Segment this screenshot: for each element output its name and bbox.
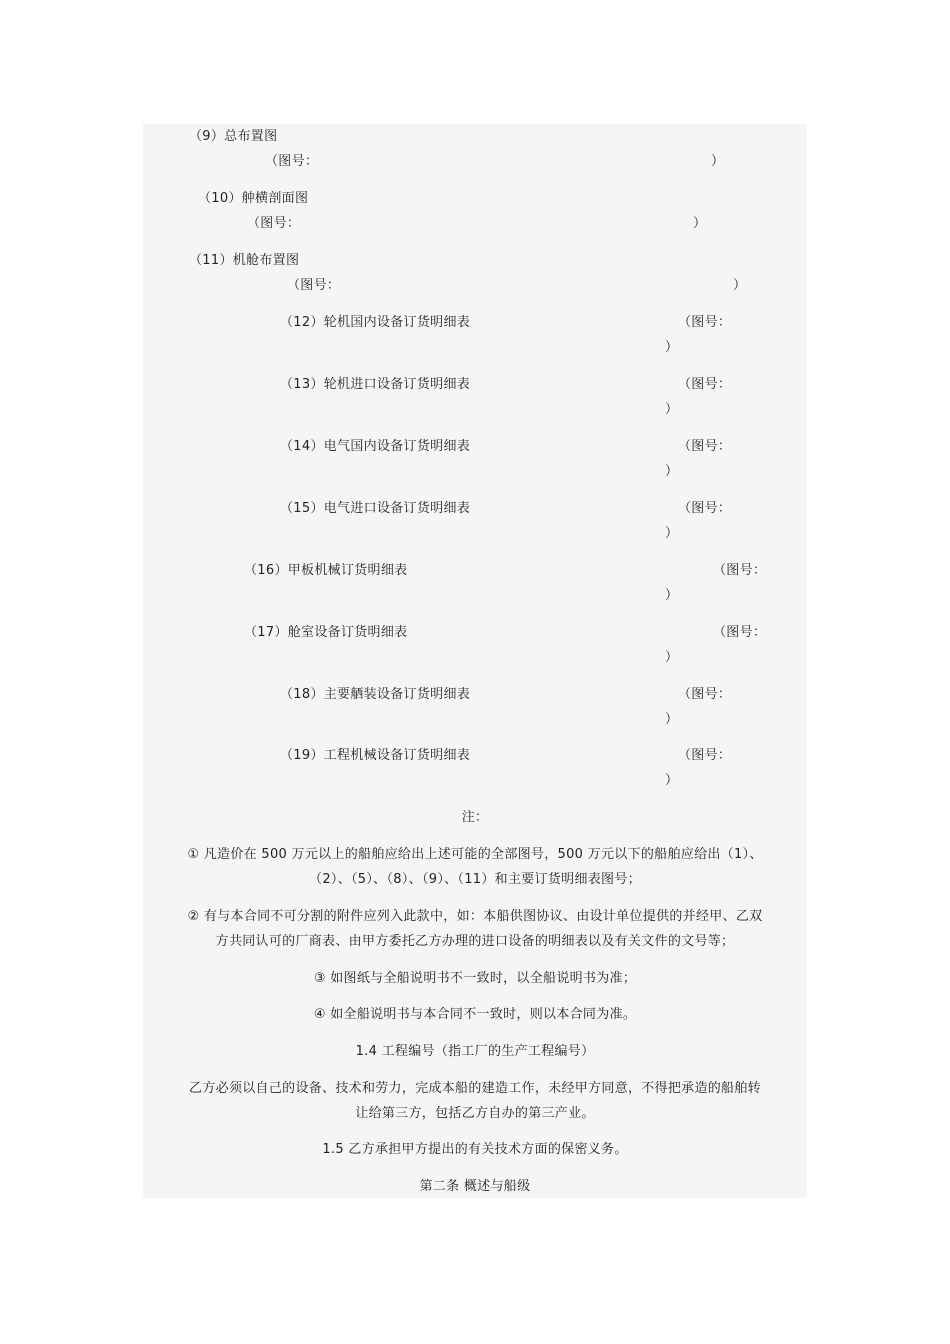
schedule-14-label: （14）电气国内设备订货明细表 bbox=[280, 439, 471, 454]
schedule-19-label: （19）工程机械设备订货明细表 bbox=[280, 748, 471, 763]
schedule-19-ref-close: ） bbox=[665, 773, 679, 788]
schedule-15-label: （15）电气进口设备订货明细表 bbox=[280, 501, 471, 516]
schedule-13-label: （13）轮机进口设备订货明细表 bbox=[280, 377, 471, 392]
document-panel bbox=[143, 124, 807, 1198]
drawing-9-ref-close: ） bbox=[711, 154, 725, 169]
section-1-5: 1.5 乙方承担甲方提出的有关技术方面的保密义务。 bbox=[322, 1142, 628, 1157]
note-1-line-2: （2）、（5）、（8）、（9）、（11）和主要订货明细表图号； bbox=[309, 872, 641, 887]
schedule-17-label: （17）舱室设备订货明细表 bbox=[244, 625, 408, 640]
schedule-16-ref-open: （图号： bbox=[713, 563, 767, 578]
schedule-18-ref-open: （图号： bbox=[678, 687, 732, 702]
note-2-line-1: ② 有与本合同不可分割的附件应列入此款中，如：本船供图协议、由设计单位提供的并经甲、乙双 bbox=[187, 909, 763, 924]
note-2-line-2: 方共同认可的厂商表、由甲方委托乙方办理的进口设备的明细表以及有关文件的文号等； bbox=[215, 934, 735, 949]
schedule-18-label: （18）主要舾装设备订货明细表 bbox=[280, 687, 471, 702]
schedule-15-ref-close: ） bbox=[665, 526, 679, 541]
schedule-12-ref-close: ） bbox=[665, 340, 679, 355]
section-1-4-body-line-1: 乙方必须以自己的设备、技术和劳力，完成本船的建造工作，未经甲方同意，不得把承造的船舶转 bbox=[189, 1081, 761, 1096]
schedule-19-ref-open: （图号： bbox=[678, 748, 732, 763]
drawing-9-label: （9）总布置图 bbox=[189, 129, 278, 144]
schedule-16-label: （16）甲板机械订货明细表 bbox=[244, 563, 408, 578]
note-3: ③ 如图纸与全船说明书不一致时，以全船说明书为准； bbox=[313, 971, 637, 986]
drawing-10-ref-open: （图号： bbox=[247, 216, 301, 231]
schedule-15-ref-open: （图号： bbox=[678, 501, 732, 516]
schedule-17-ref-close: ） bbox=[665, 650, 679, 665]
section-1-4-body-line-2: 让给第三方，包括乙方自办的第三产业。 bbox=[355, 1106, 595, 1121]
article-2-title: 第二条 概述与船级 bbox=[419, 1179, 531, 1194]
schedule-14-ref-open: （图号： bbox=[678, 439, 732, 454]
drawing-11-label: （11）机舱布置图 bbox=[189, 253, 300, 268]
schedule-13-ref-open: （图号： bbox=[678, 377, 732, 392]
notes-title: 注： bbox=[461, 810, 489, 825]
drawing-11-ref-close: ） bbox=[733, 278, 747, 293]
schedule-14-ref-close: ） bbox=[665, 464, 679, 479]
schedule-12-label: （12）轮机国内设备订货明细表 bbox=[280, 315, 471, 330]
schedule-18-ref-close: ） bbox=[665, 712, 679, 727]
note-1-line-1: ① 凡造价在 500 万元以上的船舶应给出上述可能的全部图号，500 万元以下的船舶应给出（1）、 bbox=[187, 847, 763, 862]
drawing-10-ref-close: ） bbox=[693, 216, 707, 231]
schedule-13-ref-close: ） bbox=[665, 402, 679, 417]
drawing-11-ref-open: （图号： bbox=[287, 278, 341, 293]
drawing-9-ref-open: （图号： bbox=[265, 154, 319, 169]
drawing-10-label: （10）舯横剖面图 bbox=[198, 191, 309, 206]
schedule-16-ref-close: ） bbox=[665, 588, 679, 603]
schedule-17-ref-open: （图号： bbox=[713, 625, 767, 640]
schedule-12-ref-open: （图号： bbox=[678, 315, 732, 330]
section-1-4-heading: 1.4 工程编号（指工厂的生产工程编号） bbox=[355, 1044, 595, 1059]
note-4: ④ 如全船说明书与本合同不一致时，则以本合同为准。 bbox=[313, 1007, 637, 1022]
